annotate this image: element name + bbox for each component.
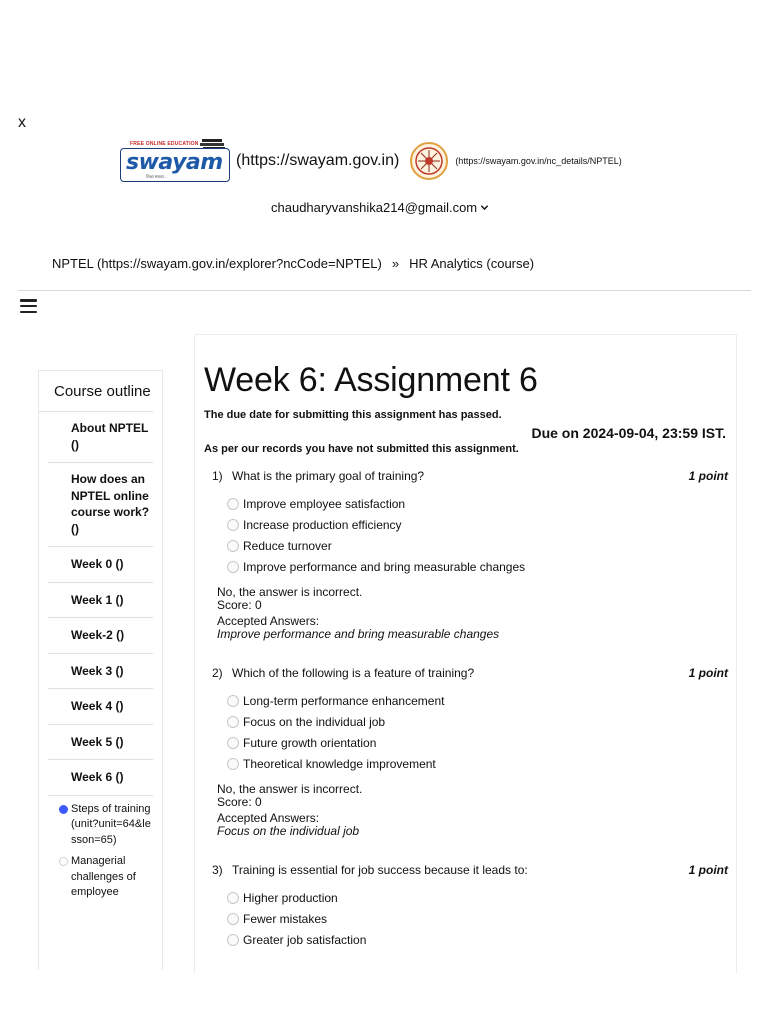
question-number: 3) (212, 863, 223, 877)
radio-icon (227, 934, 239, 946)
sidebar-item-week-1[interactable]: Week 1 () (48, 583, 153, 619)
question-1 (212, 469, 728, 641)
question-text: Which of the following is a feature of training? (232, 666, 475, 680)
option-radio[interactable]: Fewer mistakes (227, 908, 728, 929)
option-radio[interactable]: Increase production efficiency (227, 514, 728, 535)
sidebar-item-week-4[interactable]: Week 4 () (48, 689, 153, 725)
question-text: Training is essential for job success because it leads to: (232, 863, 528, 877)
option-radio[interactable]: Focus on the individual job (227, 711, 728, 732)
option-radio[interactable]: Reduce turnover (227, 535, 728, 556)
radio-icon (227, 540, 239, 552)
score-text: Score: 0 (217, 795, 262, 809)
radio-icon (227, 737, 239, 749)
lesson-item[interactable]: Steps of training (unit?unit=64&lesson=65) (59, 802, 153, 849)
nptel-logo-icon[interactable] (409, 141, 449, 181)
week-6-lessons (48, 796, 153, 901)
completed-dot-icon (59, 805, 68, 814)
breadcrumb-current[interactable]: HR Analytics (course) (409, 256, 535, 271)
question-points: 1 point (688, 469, 728, 483)
option-radio[interactable]: Improve employee satisfaction (227, 493, 728, 514)
submission-status: As per our records you have not submitted this assignment. (204, 443, 519, 455)
question-number: 2) (212, 666, 223, 680)
header-divider (18, 290, 751, 291)
radio-icon (227, 716, 239, 728)
radio-icon (227, 519, 239, 531)
sidebar-item-week-6[interactable]: Week 6 () (48, 760, 153, 796)
due-date: Due on 2024-09-04, 23:59 IST. (531, 425, 726, 441)
question-text: What is the primary goal of training? (232, 469, 425, 483)
sidebar-item-about[interactable]: About NPTEL () (48, 412, 153, 463)
sidebar-item-week-5[interactable]: Week 5 () (48, 725, 153, 761)
question-points: 1 point (688, 863, 728, 877)
assignment-card (194, 334, 737, 974)
result-text: No, the answer is incorrect. (217, 585, 363, 599)
result-text: No, the answer is incorrect. (217, 782, 363, 796)
breadcrumb-separator: » (391, 256, 400, 271)
swayam-link[interactable]: (https://swayam.gov.in) (236, 152, 400, 169)
score-text: Score: 0 (217, 598, 262, 612)
menu-icon[interactable] (20, 299, 37, 313)
radio-icon (227, 758, 239, 770)
accepted-answer: Focus on the individual job (217, 824, 360, 838)
radio-icon (227, 498, 239, 510)
accepted-answer: Improve performance and bring measurable changes (217, 627, 500, 641)
sidebar-item-how-it-works[interactable]: How does an NPTEL online course work? () (48, 463, 153, 547)
pending-dot-icon (59, 857, 68, 866)
question-3 (212, 863, 728, 950)
due-passed-notice: The due date for submitting this assignment has passed. (204, 409, 502, 421)
answer-feedback (212, 783, 728, 838)
option-radio[interactable]: Theoretical knowledge improvement (227, 753, 728, 774)
answer-feedback (212, 586, 728, 641)
radio-icon (227, 913, 239, 925)
close-button[interactable]: x (18, 114, 26, 131)
user-email: chaudharyvanshika214@gmail.com (271, 200, 478, 215)
course-outline-sidebar (38, 370, 163, 970)
sidebar-item-week-0[interactable]: Week 0 () (48, 547, 153, 583)
option-radio[interactable]: Future growth orientation (227, 732, 728, 753)
radio-icon (227, 892, 239, 904)
chevron-down-icon (480, 203, 489, 212)
question-points: 1 point (688, 666, 728, 680)
brand-header (120, 138, 622, 184)
breadcrumb-nptel-link[interactable]: NPTEL (https://swayam.gov.in/explorer?ncCode=NPTEL) (52, 256, 382, 271)
option-radio[interactable]: Higher production (227, 887, 728, 908)
accepted-label: Accepted Answers: (217, 811, 320, 825)
sidebar-item-week-2[interactable]: Week-2 () (48, 618, 153, 654)
nptel-link[interactable]: (https://swayam.gov.in/nc_details/NPTEL) (455, 156, 622, 166)
swayam-logo[interactable]: FREE ONLINE EDUCATION swayam शिक्षा सबका... (120, 138, 232, 184)
radio-icon (227, 695, 239, 707)
sidebar-title: Course outline (39, 371, 153, 412)
sidebar-item-week-3[interactable]: Week 3 () (48, 654, 153, 690)
option-radio[interactable]: Long-term performance enhancement (227, 690, 728, 711)
option-radio[interactable]: Greater job satisfaction (227, 929, 728, 950)
question-2 (212, 666, 728, 838)
breadcrumb (52, 256, 534, 271)
question-number: 1) (212, 469, 223, 483)
page-title: Week 6: Assignment 6 (204, 361, 538, 399)
lesson-item[interactable]: Managerial challenges of employee (59, 854, 153, 901)
option-radio[interactable]: Improve performance and bring measurable changes (227, 556, 728, 577)
user-menu[interactable] (271, 200, 489, 215)
accepted-label: Accepted Answers: (217, 614, 320, 628)
radio-icon (227, 561, 239, 573)
